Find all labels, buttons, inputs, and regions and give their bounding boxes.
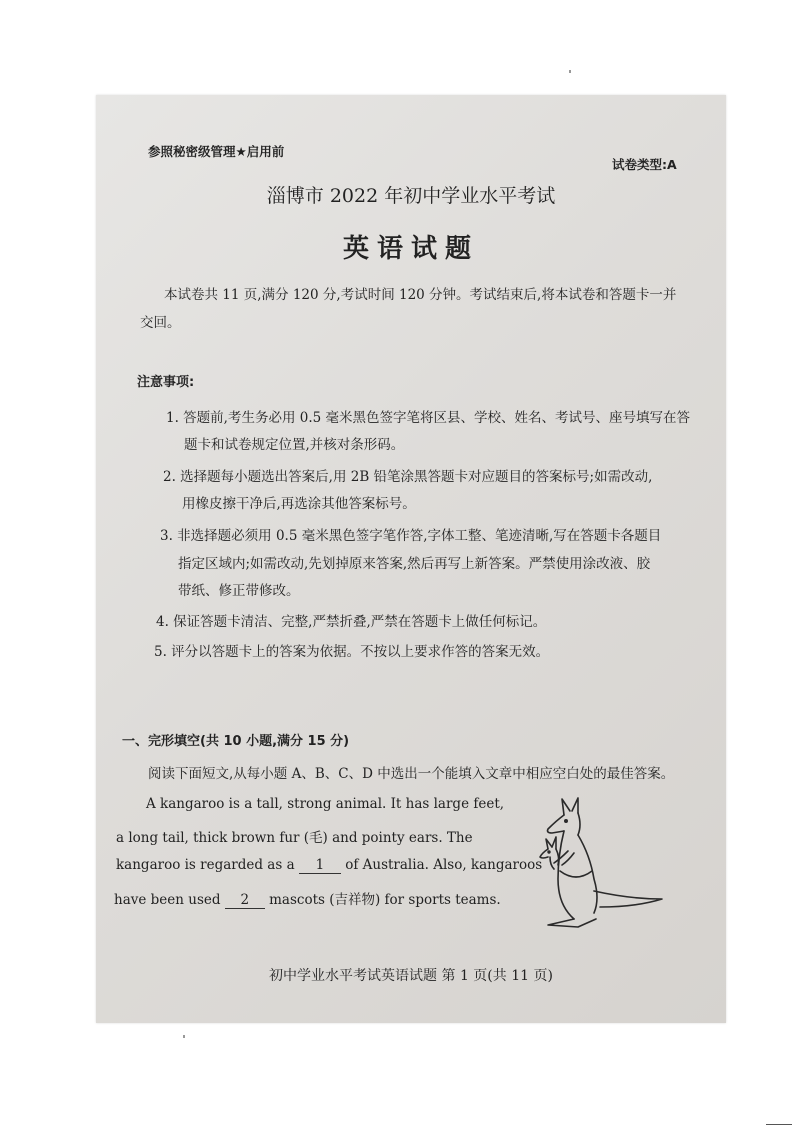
- story-text: kangaroo is regarded as a: [116, 857, 295, 873]
- paper-type-label: 试卷类型:A: [612, 157, 677, 172]
- scan-speck: [183, 1035, 185, 1038]
- subject-title: 英语试题: [342, 234, 479, 264]
- notice-line: 4. 保证答题卡清洁、完整,严禁折叠,严禁在答题卡上做任何标记。: [156, 614, 547, 630]
- story-line-3: [116, 857, 542, 874]
- story-line-4: [114, 888, 501, 909]
- notice-line: 用橡皮擦干净后,再选涂其他答案标号。: [182, 496, 416, 512]
- story-text: have been used: [114, 892, 221, 908]
- story-line-2: a long tail, thick brown fur (毛) and pointy ears. The: [116, 830, 473, 846]
- notice-line: 1. 答题前,考生务必用 0.5 毫米黑色签字笔将区县、学校、姓名、考试号、座号填写在答: [166, 410, 691, 426]
- blank-1: 1: [299, 857, 341, 874]
- intro-line-2: 交回。: [140, 315, 181, 331]
- notice-line: 5. 评分以答题卡上的答案为依据。不按以上要求作答的答案无效。: [154, 644, 550, 660]
- notice-line: 带纸、修正带修改。: [178, 583, 300, 599]
- secrecy-label: 参照秘密级管理★启用前: [148, 144, 285, 159]
- notice-line: 指定区域内;如需改动,先划掉原来答案,然后再写上新答案。严禁使用涂改液、胶: [178, 556, 651, 572]
- story-text: of Australia. Also, kangaroos: [345, 857, 543, 873]
- exam-page: [96, 95, 726, 1023]
- exam-title: 淄博市 2022 年初中学业水平考试: [266, 185, 556, 207]
- story-line-1: A kangaroo is a tall, strong animal. It has large feet,: [146, 796, 505, 812]
- notice-heading: 注意事项:: [137, 375, 195, 390]
- page-footer: 初中学业水平考试英语试题 第 1 页(共 11 页): [269, 968, 553, 984]
- blank-2: 2: [225, 892, 265, 909]
- notice-line: 题卡和试卷规定位置,并核对条形码。: [184, 437, 405, 453]
- story-text: mascots (吉祥物) for sports teams.: [269, 892, 501, 908]
- section-heading: 一、完形填空(共 10 小题,满分 15 分): [122, 734, 350, 749]
- notice-line: 2. 选择题每小题选出答案后,用 2B 铅笔涂黑答题卡对应题目的答案标号;如需改动,: [163, 469, 653, 485]
- notice-line: 3. 非选择题必须用 0.5 毫米黑色签字笔作答,字体工整、笔迹清晰,写在答题卡各题目: [160, 528, 662, 544]
- intro-line-1: 本试卷共 11 页,满分 120 分,考试时间 120 分钟。考试结束后,将本试卷和答题卡一并: [164, 287, 677, 303]
- scan-edge-line: [766, 1124, 792, 1125]
- section-instructions: 阅读下面短文,从每小题 A、B、C、D 中选出一个能填入文章中相应空白处的最佳答案。: [148, 766, 675, 782]
- kangaroo-illustration: [534, 795, 684, 945]
- scan-speck: [569, 70, 571, 73]
